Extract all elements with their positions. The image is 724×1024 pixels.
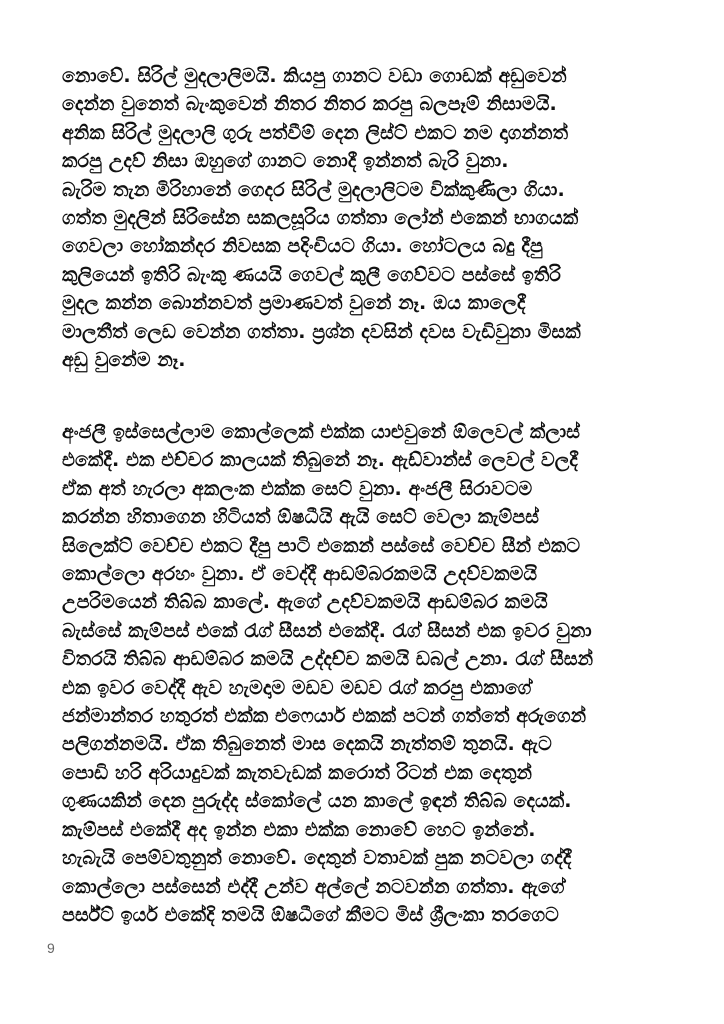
text-line: ඒක අත් හැරලා අකලංක එක්ක සෙට් වුනා. අංජලී සිරාවටම bbox=[62, 477, 533, 500]
text-line: ගුණයකින් දෙන පුරුද්ද ස්කෝලේ යන කාලේ ඉඳන් තිබ්බ දෙයක්. bbox=[62, 790, 572, 813]
text-line: කොල්ලො අරහං වුනා. ඒ වෙද්දී ආඩම්බරකමයි උදව්වකමයි bbox=[62, 563, 538, 586]
paragraph-2 bbox=[62, 418, 682, 929]
text-line: කැම්පස් එකේදී අද ඉන්න එකා එක්ක නොවේ හෙට ඉන්නේ. bbox=[62, 818, 536, 841]
text-line: කරන්න හිතාගෙන හිටියත් ඕෂධීයි ඇයි සෙට් වෙලා කැම්පස් bbox=[62, 506, 540, 529]
text-line: පලිගන්නමයි. ඒක තිබුනෙත් මාස දෙකයි නැත්තම් තුනයි. ඇට bbox=[62, 733, 552, 756]
text-line: බැරිම තැන මිරිහානේ ගෙදර සිරිල් මුදලාලිටම වික්කුණිලා ගියා. bbox=[62, 178, 565, 201]
text-line: මුදල කන්න බොන්නවත් ප්‍රමාණවත් වුනේ නෑ. ඔය කාලෙදී bbox=[62, 292, 526, 315]
paragraph-1 bbox=[62, 62, 682, 374]
page-number: 9 bbox=[47, 940, 55, 956]
text-line: උපරිමයෙන් තිබ්බ කාලේ. ඇගේ උදව්වකමයි ආඩම්බර කමයි bbox=[62, 591, 548, 614]
text-line: දෙන්න වුනෙත් බැංකුවෙන් නිතර නිතර කරපු බලපෑම් නිසාමයි. bbox=[62, 93, 557, 116]
text-line: කරපු උදව් නිසා ඔහුගේ ගානට නොදී ඉන්නත් බැරි වුනා. bbox=[62, 150, 509, 173]
text-line: පොඩි හරි අරියාදුවක් කැතවැඩක් කරොත් රිටන් එක දෙතුන් bbox=[62, 761, 533, 784]
text-line: පර්ස්ට් ඉයර් එකේදි තමයි ඕෂධීගේ කීමට මිස් ශ්‍රීලංකා තරගෙට bbox=[62, 903, 559, 926]
text-line: අනික සිරිල් මුදලාලි ගුරු පත්වීම් දෙන ලිස්ට් එකට නම දාගන්නත් bbox=[62, 121, 569, 144]
text-line: නොවේ. සිරිල් මුදලාලිමයි. කියපු ගානට වඩා ගොඩක් අඩුවෙන් bbox=[62, 65, 567, 87]
text-line: ජන්මාන්තර හතුරත් එක්ක එෆෙයාර් එකක් පටන් ගත්තේ අරුගෙන් bbox=[62, 705, 587, 728]
text-line: කොල්ලො පස්සෙන් එද්දී උන්ව අල්ලේ නටවන්න ගත්තා. ඇගේ bbox=[62, 875, 565, 898]
text-line: ගෙවලා හෝකන්දර නිවසක පදිංචියට ගියා. හෝටලය බදු දීපු bbox=[62, 235, 543, 258]
text-line: හැබැයි පෙම්වතුනුත් නොවේ. දෙතුන් වතාවක් පුක නටවලා ගද්දී bbox=[62, 847, 572, 870]
text-line: අඩු වුනේම නෑ. bbox=[62, 349, 186, 372]
text-line: කුලියෙන් ඉතිරි බැංකු ණයයි ගෙවල් කුලී ගෙව්වට පස්සේ ඉතිරි bbox=[62, 263, 562, 286]
text-line: මාලතීත් ලෙඩ වෙන්න ගත්තා. ප්‍රශ්න දවසින් දවස වැඩිවුනා මිසක් bbox=[62, 320, 581, 343]
text-line: එක ඉවර වෙද්දී ඇව හැමදාම මඩව මඩව රැග් කරපු එකාගේ bbox=[62, 676, 532, 699]
text-line: සිලෙක්ට් වෙච්ච එකට දීපු පාටි එකෙන් පස්සේ වෙච්ච සීන් එකට bbox=[62, 534, 581, 557]
text-line: අංජලී ඉස්සෙල්ලාම කොල්ලෙක් එක්ක යාළුවුනේ ඕලෙවල් ක්ලාස් bbox=[62, 421, 580, 443]
text-line: විතරයි තිබ්බ ආඩම්බර කමයි උද්දච්ච කමයි ඩබල් උනා. රැග් සීසන් bbox=[62, 648, 594, 671]
text-line: බැස්සේ කැම්පස් එකේ රැග් සීසන් එකේදී. රැග් සීසන් එක ඉවර වුනා bbox=[62, 619, 592, 642]
text-line: ගත්ත මුදලින් සිරිසේන සකලසූරිය ගත්තා ලෝන් එකෙන් භාගයක් bbox=[62, 207, 579, 230]
text-line: එකේදී. එක එච්චර කාලයක් තිබුනේ නෑ. ඇඩ්වාන්ස් ලෙවල් වලදී bbox=[62, 449, 578, 472]
